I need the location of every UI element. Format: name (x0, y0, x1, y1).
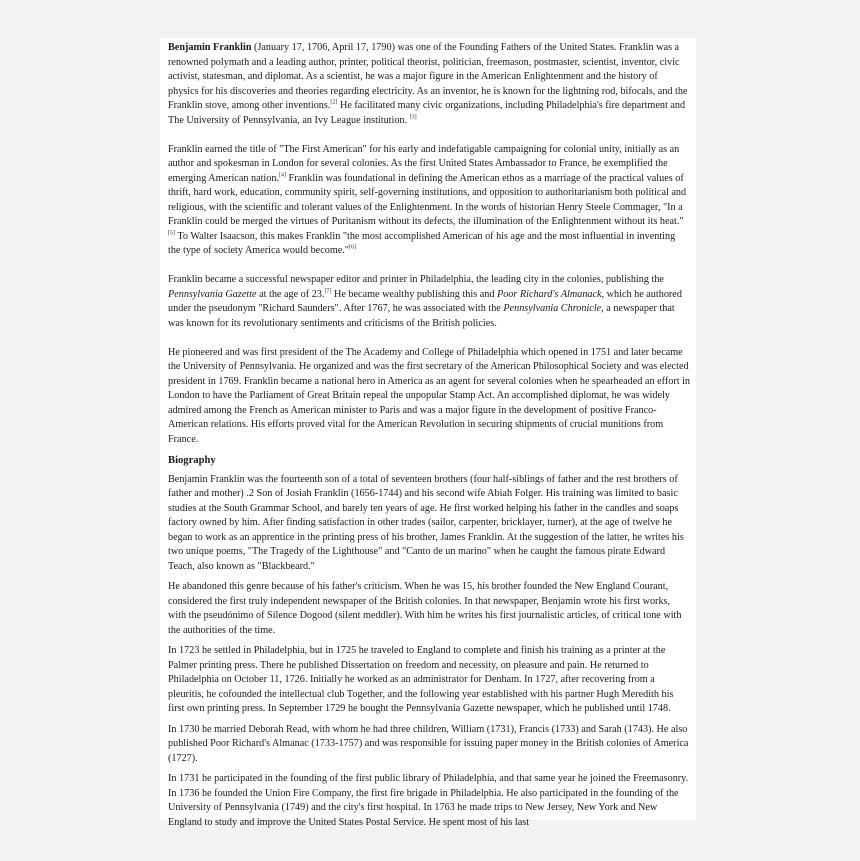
bio-paragraph: In 1723 he settled in Philadelphia, but in 1725 he traveled to England to complete and finish his training as a printer at the Palmer printing press. There he published Dissertation on freedom and necessity, on pleasure and pain. He returned to Philadelphia on October 11, 1726. Initially he worked as an administrator for Denham. In 1727, after recovering from a pleuritis, he cofounded the intellectual club Together, and the following year established with his partner Hugh Meredith his first own printing press. In September 1729 he bought the Pennsylvania Gazette newspaper, which he published until 1748. (168, 645, 674, 714)
footnote-ref[interactable]: [3] (409, 114, 417, 121)
subject-name: Benjamin Franklin (168, 42, 252, 53)
intro-text: (January 17, 1706, April 17, 1790) was one of the Founding Fathers of the United States. Franklin was a renowned polymath and a leading author, printer, political theorist, politician, freemason, postmaster, scientist, inventor, civic activist, statesman, and diplomat. As a scientist, he was a major figure in the American Enlightenment and the history of physics for his discoveries and theories regarding electricity. As an inventor, he is known for the lightning rod, bifocals, and the Franklin stove, among other inventions. (168, 42, 688, 111)
paragraph-text: , a newspaper that was known for its revolutionary sentiments and criticisms of the British policies. (168, 303, 675, 329)
paragraph-text: Franklin became a successful newspaper editor and printer in Philadelphia, the leading city in the colonies, publishing the (168, 274, 664, 285)
publication-title: Poor Richard's Almanack (496, 288, 602, 300)
paragraph-text: at the age of 23. (256, 288, 325, 300)
paragraph-printer (168, 273, 690, 331)
intro-text: He facilitated many civic organizations, including Philadelphia's fire department and The University of Pennsylvania, an Ivy League institution. (168, 100, 686, 126)
bio-paragraph: In 1730 he married Deborah Read, with whom he had three children, William (1731), Francis (1733) and Sarah (1743). He also published Poor Richard's Almanac (1733-1757) and was responsible for issuing paper money in the British colonies of America (1727). (168, 723, 689, 764)
document-page (160, 38, 696, 828)
paragraph-text: Franklin was foundational in defining the American ethos as a marriage of the practical values of thrift, hard work, education, community spirit, self-governing institutions, and opposition to authoritarianism both political and religious, with the scientific and tolerant values of the Enlightenment. In the words of historian Henry Steele Commager, "In a Franklin could be merged the virtues of Puritanism without its defects, the illumination of the Enlightenment without its heat." (168, 172, 687, 227)
intro-paragraph (168, 41, 690, 128)
publication-title: Pennsylvania Gazette (168, 288, 257, 300)
publication-title: Pennsylvania Chronicle (503, 303, 602, 314)
bio-paragraph: He abandoned this genre because of his father's criticism. When he was 15, his brother founded the New England Courant, considered the first truly independent newspaper of the British colonies. In that newspaper, Benjamin wrote his first works, with the pseudónimo of Silence Dogood (silent meddler). With him he writes his first journalistic articles, of critical tone with the authorities of the time. (168, 581, 682, 636)
footnote-ref[interactable]: [2] (330, 99, 338, 106)
footnote-ref[interactable]: [6] (348, 244, 356, 251)
section-heading-biography: Biography (168, 455, 216, 466)
paragraph-text: To Walter Isaacson, this makes Franklin "the most accomplished American of his age and the most influential in inventing the type of society America would become." (168, 230, 676, 256)
paragraph-academy: He pioneered and was first president of the The Academy and College of Philadelphia which opened in 1751 and later became the University of Pennsylvania. He organized and was the first secretary of the American Philosophical Society and was elected president in 1769. Franklin became a national hero in America as an agent for several colonies when he spearheaded an effort in London to have the Parliament of Great Britain repeal the unpopular Stamp Act. An accomplished diplomat, he was widely admired among the French as American minister to Paris and was a major figure in the development of positive Franco-American relations. His efforts proved vital for the American Revolution in securing shipments of crucial munitions from France. (168, 346, 691, 445)
paragraph-text: He became wealthy publishing this and (331, 288, 497, 300)
document-body (168, 41, 690, 836)
footnote-ref[interactable]: [5] (168, 230, 175, 237)
footnote-ref[interactable]: [4] (279, 172, 286, 179)
paragraph-text: Franklin earned the title of "The First American" for his early and indefatigable campaigning for colonial unity, initially as an author and spokesman in London for several colonies. As the first United States Ambassador to France, he exemplified the emerging American nation. (168, 143, 680, 184)
paragraph-text: , which he authored under the pseudonym "Richard Saunders". After 1767, he was associated with the (168, 288, 682, 314)
paragraph-first-american (168, 143, 690, 259)
bio-paragraph: In 1731 he participated in the founding of the first public library of Philadelphia, and that same year he joined the Freemasonry. In 1736 he founded the Union Fire Company, the first fire brigade in Philadelphia. He also participated in the founding of the University of Pennsylvania (1749) and the city's first hospital. In 1763 he made trips to New Jersey, New York and New England to study and improve the United States Postal Service. He spent most of his last (168, 773, 689, 828)
bio-paragraph: Benjamin Franklin was the fourteenth son of a total of seventeen brothers (four half-siblings of father and the rest brothers of father and mother) .2 Son of Josiah Franklin (1656-1744) and his second wife Abiah Folger. His training was limited to basic studies at the South Grammar School, and barely ten years of age. He first worked helping his father in the candles and soaps factory owned by him. After finding satisfaction in other trades (sailor, carpenter, bricklayer, turner), at the age of twelve he began to work as an apprentice in the printing press of his brother, James Franklin. At the suggestion of the latter, he writes his two unique poems, "The Tragedy of the Lighthouse" and "Canto de un marino" when he caught the famous pirate Edward Teach, also known as "Blackbeard." (168, 473, 684, 572)
footnote-ref[interactable]: [7] (324, 288, 332, 295)
